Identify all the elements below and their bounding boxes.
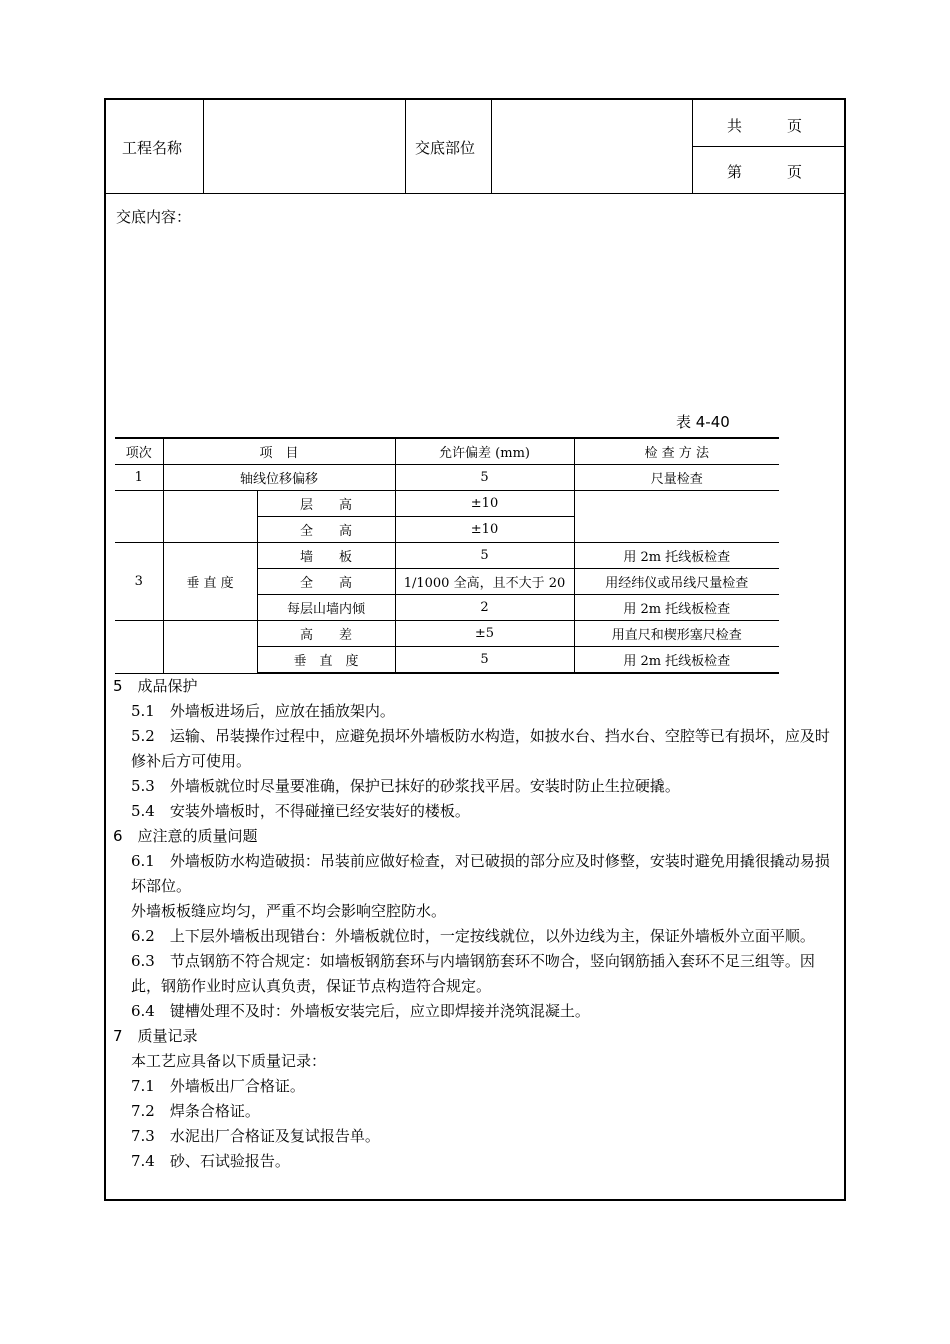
row-item: 轴线位移偏移	[163, 465, 395, 491]
row-group: 垂 直 度	[163, 543, 257, 621]
section-5-title: 5 成品保护	[113, 677, 198, 695]
section-7-title: 7 质量记录	[113, 1027, 198, 1045]
content-label: 交底内容：	[116, 208, 192, 226]
row-method: 用经纬仪或吊线尺量检查	[574, 569, 779, 595]
divider	[405, 100, 406, 193]
paragraph: 5.4 安装外墙板时，不得碰撞已经安装好的楼板。	[131, 802, 470, 820]
row-tolerance: 5	[395, 543, 574, 569]
row-tolerance: 2	[395, 595, 574, 621]
row-sub-item: 垂 直 度	[257, 647, 395, 674]
row-method: 用 2m 托线板检查	[574, 543, 779, 569]
form-header	[106, 100, 844, 194]
table-row	[115, 543, 779, 569]
row-method: 用 2m 托线板检查	[574, 595, 779, 621]
section-6-title: 6 应注意的质量问题	[113, 827, 258, 845]
paragraph: 7.4 砂、石试验报告。	[131, 1152, 290, 1170]
header-method: 检 查 方 法	[574, 438, 779, 465]
paragraph: 6.4 键槽处理不及时：外墙板安装完后，应立即焊接并浇筑混凝土。	[131, 1002, 590, 1020]
header-no: 项次	[115, 438, 163, 465]
paragraph: 6.2 上下层外墙板出现错台：外墙板就位时，一定按线就位，以外边线为主，保证外墙板外立面平顺。	[131, 927, 815, 945]
row-tolerance: ±10	[395, 517, 574, 543]
row-no: 3	[115, 543, 163, 621]
paragraph: 7.2 焊条合格证。	[131, 1102, 260, 1120]
row-tolerance: 5	[395, 647, 574, 674]
page-number: 第 页	[727, 163, 803, 181]
row-sub-item: 每层山墙内倾	[257, 595, 395, 621]
paragraph: 7.3 水泥出厂合格证及复试报告单。	[131, 1127, 380, 1145]
row-tolerance: ±10	[395, 491, 574, 517]
paragraph: 6.1 外墙板防水构造破损：吊装前应做好检查，对已破损的部分应及时修整，安装时避免用撬很撬动易损坏部位。	[131, 852, 830, 895]
header-tolerance: 允许偏差 (mm)	[395, 438, 574, 465]
row-group	[163, 491, 257, 543]
divider	[203, 100, 204, 193]
row-tolerance: 5	[395, 465, 574, 491]
table-row	[115, 491, 779, 517]
paragraph: 外墙板板缝应均匀，严重不均会影响空腔防水。	[131, 902, 447, 920]
row-method: 用 2m 托线板检查	[574, 647, 779, 674]
header-item: 项 目	[163, 438, 395, 465]
table-caption: 表 4-40	[676, 413, 730, 431]
project-name-label: 工程名称	[122, 139, 183, 157]
paragraph: 5.1 外墙板进场后，应放在插放架内。	[131, 702, 395, 720]
total-pages: 共 页	[727, 117, 803, 135]
row-tolerance: ±5	[395, 621, 574, 647]
divider	[491, 100, 492, 193]
row-method	[574, 491, 779, 543]
row-method: 尺量检查	[574, 465, 779, 491]
row-tolerance: 1/1000 全高，且不大于 20	[395, 569, 574, 595]
paragraph: 5.2 运输、吊装操作过程中，应避免损坏外墙板防水构造，如披水台、挡水台、空腔等已有损坏，应及时修补后方可使用。	[131, 727, 830, 770]
row-sub-item: 层 高	[257, 491, 395, 517]
paragraph: 7.1 外墙板出厂合格证。	[131, 1077, 305, 1095]
row-no	[115, 491, 163, 543]
row-sub-item: 高 差	[257, 621, 395, 647]
row-sub-item: 全 高	[257, 569, 395, 595]
row-group	[163, 621, 257, 674]
body-text	[113, 674, 839, 1174]
row-no: 1	[115, 465, 163, 491]
paragraph: 5.3 外墙板就位时尽量要准确，保护已抹好的砂浆找平居。安装时防止生拉硬撬。	[131, 777, 680, 795]
row-method: 用直尺和楔形塞尺检查	[574, 621, 779, 647]
table-row	[115, 621, 779, 647]
divider	[692, 146, 844, 147]
table-header-row	[115, 438, 779, 465]
row-sub-item: 全 高	[257, 517, 395, 543]
paragraph: 本工艺应具备以下质量记录：	[131, 1052, 327, 1070]
row-sub-item: 墙 板	[257, 543, 395, 569]
handover-location-label: 交底部位	[415, 139, 476, 157]
row-no	[115, 621, 163, 674]
tolerance-table	[115, 437, 779, 674]
paragraph: 6.3 节点钢筋不符合规定：如墙板钢筋套环与内墙钢筋套环不吻合，竖向钢筋插入套环不足三组等。因此，钢筋作业时应认真负责，保证节点构造符合规定。	[131, 952, 815, 995]
table-row	[115, 465, 779, 491]
